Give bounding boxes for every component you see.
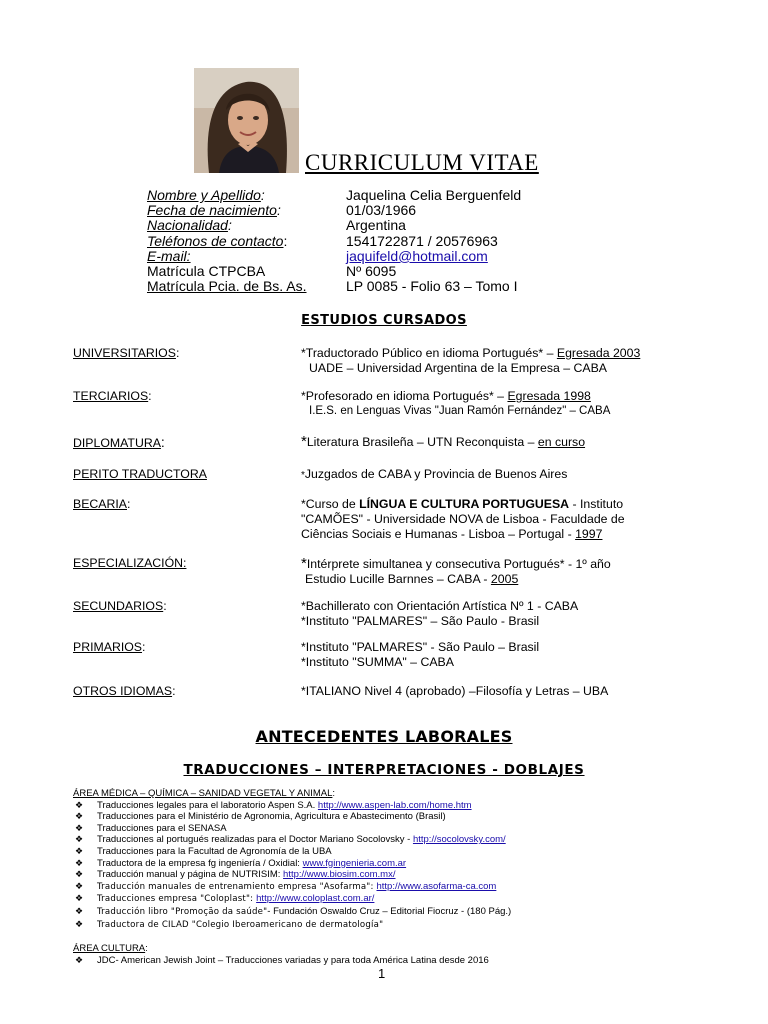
- phones-value: 1541722871 / 20576963: [346, 232, 498, 249]
- matricula-pcia-label: Matrícula Pcia. de Bs. As.: [147, 278, 307, 295]
- diamond-bullet-icon: ❖: [75, 822, 84, 833]
- personal-info: [147, 188, 521, 294]
- matricula-pcia-value: LP 0085 - Folio 63 – Tomo I: [346, 278, 518, 295]
- page-number: 1: [378, 966, 386, 981]
- email-label: E-mail:: [147, 247, 191, 264]
- list-item: ❖ Traducciones legales para el laboratorio Aspen S.A. http://www.aspen-lab.com/home.htm: [75, 799, 472, 811]
- aspen-link[interactable]: http://www.aspen-lab.com/home.htm: [317, 799, 472, 811]
- document-title: CURRICULUM VITAE: [305, 150, 539, 175]
- list-item: ❖ Traductora de la empresa fg ingeniería / Oxidial: www.fgingenieria.com.ar: [75, 857, 407, 869]
- info-row-birthdate: Fecha de nacimiento: 01/03/1966: [147, 202, 417, 219]
- list-item: ❖ Traducción manual y página de NUTRISIM: http://www.biosim.com.mx/: [75, 869, 396, 881]
- info-row-name: Nombre y Apellido: Jaquelina Celia Berguenfeld: [147, 187, 522, 203]
- nationality-value: Argentina: [346, 217, 406, 234]
- info-row-email: [147, 249, 521, 264]
- diamond-bullet-icon: ❖: [75, 799, 84, 810]
- info-row-matricula-pcia: [147, 279, 521, 294]
- list-item: ❖ Traductora de CILAD "Colegio Iberoamericano de dermatología": [75, 918, 384, 930]
- list-item: ❖ Traducciones para el SENASA: [75, 822, 227, 834]
- work-heading: ANTECEDENTES LABORALES: [255, 727, 513, 746]
- area-medica-title: ÁREA MÉDICA – QUÍMICA – SANIDAD VEGETAL Y ANIMAL: [73, 788, 333, 799]
- list-item: ❖ Traducciones para la Facultad de Agronomía de la UBA: [75, 845, 332, 857]
- diamond-bullet-icon: ❖: [75, 880, 84, 891]
- name-label: Nombre y Apellido: [147, 187, 261, 203]
- diamond-bullet-icon: ❖: [75, 857, 84, 868]
- diamond-bullet-icon: ❖: [75, 834, 84, 845]
- profile-photo: [194, 68, 299, 173]
- asofarma-link[interactable]: http://www.asofarma-ca.com: [376, 880, 497, 892]
- diamond-bullet-icon: ❖: [75, 893, 84, 904]
- birthdate-value: 01/03/1966: [346, 202, 417, 219]
- diamond-bullet-icon: ❖: [75, 905, 84, 916]
- list-item: ❖ Traducciones al portugués realizadas para el Doctor Mariano Socolovsky - http://socolovsky.com/: [75, 834, 506, 846]
- name-value: Jaquelina Celia Berguenfeld: [346, 187, 522, 203]
- info-row-phones: Teléfonos de contacto: 1541722871 / 20576963: [147, 232, 498, 249]
- area-medica-list: [73, 800, 713, 932]
- socolovsky-link[interactable]: http://socolovsky.com/: [412, 834, 506, 846]
- email-link[interactable]: jaquifeld@hotmail.com: [346, 247, 488, 264]
- area-cultura-list: [73, 955, 713, 967]
- list-item: ❖ Traducciones para el Ministério de Agronomia, Agricultura e Abastecimento (Brasil): [75, 811, 446, 823]
- info-row-nationality: Nacionalidad: Argentina: [147, 217, 406, 234]
- diamond-bullet-icon: ❖: [75, 869, 84, 880]
- birthdate-label: Fecha de nacimiento: [147, 202, 277, 219]
- phones-label: Teléfonos de contacto: [147, 232, 284, 249]
- coloplast-link[interactable]: http://www.coloplast.com.ar/: [256, 893, 375, 905]
- translations-heading: TRADUCCIONES – INTERPRETACIONES - DOBLAJES: [183, 762, 585, 778]
- list-item: ❖ JDC- American Jewish Joint – Traducciones variadas y para toda América Latina desde 2016: [75, 954, 489, 966]
- fgingenieria-link[interactable]: www.fgingenieria.com.ar: [302, 857, 407, 869]
- list-item: ❖ Traducción manuales de entrenamiento empresa "Asofarma": http://www.asofarma-ca.com: [75, 880, 497, 892]
- diamond-bullet-icon: ❖: [75, 954, 84, 965]
- info-row-matricula-ctpcba: [147, 264, 521, 279]
- studies-heading: ESTUDIOS CURSADOS: [301, 313, 467, 328]
- matricula-ctpcba-label: Matrícula CTPCBA: [147, 263, 266, 280]
- biosim-link[interactable]: http://www.biosim.com.mx/: [283, 869, 396, 881]
- list-item: ❖ Traducciones empresa "Coloplast": http://www.coloplast.com.ar/: [75, 893, 375, 905]
- diamond-bullet-icon: ❖: [75, 918, 84, 929]
- diamond-bullet-icon: ❖: [75, 845, 84, 856]
- area-cultura-title: ÁREA CULTURA: [73, 943, 146, 955]
- nationality-label: Nacionalidad: [147, 217, 228, 234]
- translations-section: ÁREA MÉDICA – QUÍMICA – SANIDAD VEGETAL Y ANIMAL: ❖ Traducciones legales para el laboratorio Aspen S.A. http://www.aspen-lab.com/home.htm ❖ Traducciones para el Ministério de Agronomia, Agricultura e Abastecimento (Brasil) ❖ Traducciones para el SENASA ❖ Traducciones al portugués realizadas para el Doctor Mariano Socolovsky - http://socolovsky.com/ ❖ Traducciones para la Facultad de Agronomía de la UBA ❖ Traductora de la empresa fg ingeniería / Oxidial: www.fgingenieria.com.ar ❖ Traducción manual y página de NUTRISIM: http://www.biosim.com.mx/ ❖ Traducción manuales de entrenamiento empresa "Asofarma": http://www.asofarma-ca.com ❖ Traducciones empresa "Coloplast": http://www.coloplast.com.ar/ ❖ Traducción libro "Promoção da saúde"- Fundación Oswaldo Cruz – Editorial Fiocruz - (180 Pág.) ❖ Traductora de CILAD "Colegio Iberoamericano de dermatología" ÁREA CULTURA: ❖ JDC- American Jewish Joint – Traducciones variadas y para toda América Latina desde 2016: [73, 788, 713, 966]
- matricula-ctpcba-value: Nº 6095: [346, 263, 397, 280]
- list-item: ❖ Traducción libro "Promoção da saúde"- Fundación Oswaldo Cruz – Editorial Fiocruz - (180 Pág.): [75, 905, 512, 917]
- diamond-bullet-icon: ❖: [75, 811, 84, 822]
